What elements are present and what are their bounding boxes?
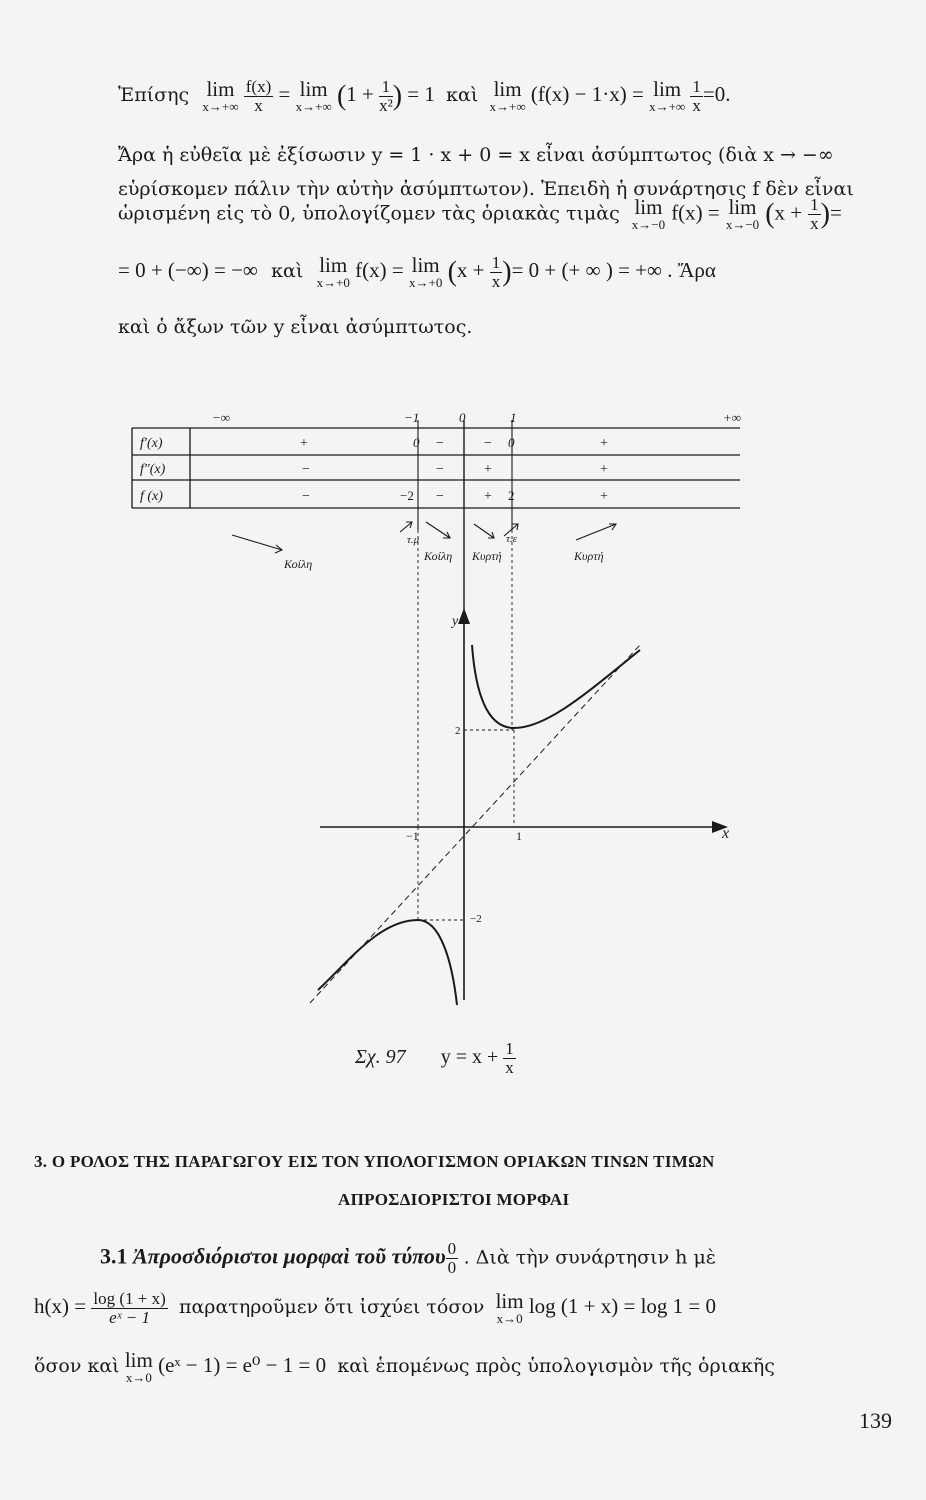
limit-2: lim x→+∞ — [295, 77, 332, 115]
text-line-2: Ἄρα ἡ εὐθεῖα μὲ ἐξίσωσιν y = 1 · x + 0 = x εἶναι ἀσύμπτωτος (διὰ x → −∞ — [118, 144, 834, 166]
limit-3: lim x→+∞ — [489, 77, 526, 115]
h-fraction: $\frac{\log (1 + x)}{\text{eˣ − 1}}$ — [93, 1289, 166, 1327]
cell-f-5: 2 — [508, 488, 515, 503]
tick-two: 2 — [455, 725, 461, 737]
fraction-1-over-x2: $\frac{1}{\text{x²}}$ — [379, 77, 393, 115]
equals-end-4: = — [830, 200, 842, 225]
text-line-6: καὶ ὁ ἄξων τῶν y εἶναι ἀσύμπτωτος. — [118, 316, 473, 338]
paren-close: ) — [392, 80, 403, 112]
limit-4: lim x→+∞ — [649, 77, 686, 115]
cell-fp-3: − — [436, 436, 444, 451]
subsection-fraction: $\frac{0}{0}$ — [447, 1239, 457, 1277]
exp-expr: (eˣ − 1) = e⁰ − 1 = 0 — [158, 1352, 327, 1377]
limit-1: lim x→+∞ — [202, 77, 239, 115]
note-concave-1: Κοίλη — [284, 557, 313, 571]
limit-10: lim x→0 — [124, 1348, 153, 1385]
table-header-plus-inf: +∞ — [723, 410, 742, 425]
cell-fs-4: + — [600, 462, 608, 477]
note-local-min: τ.ε — [506, 533, 518, 545]
tick-neg-two: −2 — [470, 913, 482, 925]
h-line-text: παρατηροῦμεν ὅτι ἰσχύει τόσον — [178, 1296, 485, 1319]
tick-neg-one: −1 — [406, 829, 419, 843]
caption-fraction: $\frac{1}{x}$ — [505, 1039, 514, 1077]
table-header-minus-inf: −∞ — [212, 410, 231, 425]
limit-6: lim x→−0 — [725, 195, 760, 233]
last-line — [34, 1350, 894, 1384]
x-plus-1: x + — [774, 200, 803, 225]
cell-f-2: −2 — [400, 488, 414, 503]
note-local-max: τ.μ — [407, 534, 420, 546]
equals-one: = 1 — [407, 82, 435, 107]
table-header-minus-one: −1 — [404, 410, 420, 425]
function-graph — [310, 530, 729, 1005]
one-plus: 1 + — [346, 82, 374, 107]
limit-9: lim x→0 — [495, 1289, 524, 1327]
figure-97 — [0, 400, 926, 1040]
note-convex-1: Κυρτή — [472, 549, 502, 563]
last-line-text: καὶ ἑπομένως πρὸς ὑπολογισμὸν τῆς ὁριακῆς — [337, 1354, 775, 1377]
row-label-f: f (x) — [140, 489, 163, 504]
cell-fp-6: + — [600, 436, 608, 451]
fraction-1-over-x-3: $\frac{1}{x}$ — [491, 253, 501, 291]
paren-open-3: ( — [447, 256, 457, 288]
text-line-5 — [118, 254, 878, 291]
fraction-1-over-x: $\frac{1}{x}$ — [692, 77, 701, 115]
tick-one: 1 — [516, 829, 522, 843]
cell-f-1: − — [302, 489, 310, 504]
paren-open-2: ( — [765, 198, 775, 230]
curve-left-branch — [318, 920, 457, 1005]
cell-fp-4: − — [484, 436, 492, 451]
text-line-4 — [118, 196, 878, 233]
section-title-line-1: 3. Ο ΡΟΛΟΣ ΤΗΣ ΠΑΡΑΓΩΓΟΥ ΕΙΣ ΤΟΝ ΥΠΟΛΟΓΙΣΜΟΝ ΟΡΙΑΚΩΝ ΤΙΝΩΝ ΤΙΜΩΝ — [34, 1152, 715, 1171]
fraction-1-over-x-2: $\frac{1}{x}$ — [810, 195, 819, 233]
limit-8: lim x→+0 — [408, 253, 443, 291]
row-label-f-prime: f′(x) — [140, 436, 163, 451]
text-line-1 — [118, 78, 878, 115]
minus-infinity-result: = 0 + (−∞) = −∞ — [118, 258, 258, 283]
paren-close-3: ) — [502, 256, 512, 288]
table-header-zero: 0 — [459, 410, 466, 425]
fraction-fx-over-x: $\frac{f(x)}{x}$ — [245, 77, 272, 115]
fx-equals-2: f(x) = — [355, 258, 404, 283]
row-label-f-second: f″(x) — [140, 462, 166, 477]
subsection-number: 3.1 — [100, 1243, 128, 1269]
y-axis-arrow — [458, 608, 470, 624]
text-line-3: εὑρίσκομεν πάλιν τὴν αὐτὴν ἀσύμπτωτον). Ἐπειδὴ ἡ συνάρτησις f δὲν εἶναι — [118, 178, 854, 200]
figure-label: Σχ. 97 — [355, 1045, 406, 1068]
cell-f-4: + — [484, 489, 492, 504]
subsection-title: Ἀπροσδιόριστοι μορφαὶ τοῦ τύπου — [133, 1243, 446, 1269]
cell-f-6: + — [600, 489, 608, 504]
text-line-4-words: ὡρισμένη εἰς τὸ 0, ὑπολογίζομεν τὰς ὁριακὰς τιμὰς — [118, 202, 620, 225]
cell-fs-3: + — [484, 462, 492, 477]
cell-f-3: − — [436, 489, 444, 504]
y-axis-label: y — [452, 614, 459, 629]
last-line-start: ὅσον καὶ — [34, 1354, 120, 1377]
h-of-x: h(x) = — [34, 1294, 87, 1319]
x-plus-2: x + — [456, 258, 485, 283]
log-expr: log (1 + x) = log 1 = 0 — [528, 1294, 717, 1319]
note-convex-2: Κυρτή — [574, 549, 604, 563]
equals-1: = — [278, 82, 291, 107]
limit-7: lim x→+0 — [316, 253, 350, 291]
h-definition-line — [34, 1290, 894, 1327]
note-concave-2: Κοίλη — [424, 549, 453, 563]
caption-formula: y = x + — [440, 1045, 499, 1068]
subsection-heading — [100, 1240, 716, 1277]
cell-fp-2: 0 — [413, 435, 420, 450]
x-axis-label: x — [722, 825, 730, 842]
sign-table — [132, 410, 741, 615]
plus-infinity-result: = 0 + (+ ∞ ) = +∞ . Ἄρα — [511, 258, 716, 283]
expr-fx-minus-x: (f(x) − 1·x) = — [530, 82, 644, 107]
fx-equals-1: f(x) = — [671, 200, 720, 225]
paren-close-2: ) — [820, 198, 830, 230]
word-kai: καὶ — [446, 84, 479, 107]
word-episis: Ἐπίσης — [118, 84, 190, 107]
cell-fp-5: 0 — [508, 435, 515, 450]
cell-fs-2: − — [436, 462, 444, 477]
table-header-one: 1 — [510, 410, 517, 425]
cell-fs-1: − — [302, 462, 310, 477]
subsection-continuation: . Διὰ τὴν συνάρτησιν h μὲ — [463, 1246, 716, 1269]
paren-open: ( — [336, 80, 347, 112]
word-kai-2: καὶ — [271, 260, 304, 283]
section-title-line-2: ΑΠΡΟΣΔΙΟΡΙΣΤΟΙ ΜΟΡΦΑΙ — [338, 1190, 570, 1209]
equals-zero: =0. — [702, 82, 731, 107]
curve-right-branch — [472, 645, 640, 728]
cell-fp-1: + — [300, 436, 308, 451]
limit-5: lim x→−0 — [631, 195, 666, 233]
page-number: 139 — [859, 1408, 892, 1433]
figure-caption — [355, 1040, 516, 1077]
